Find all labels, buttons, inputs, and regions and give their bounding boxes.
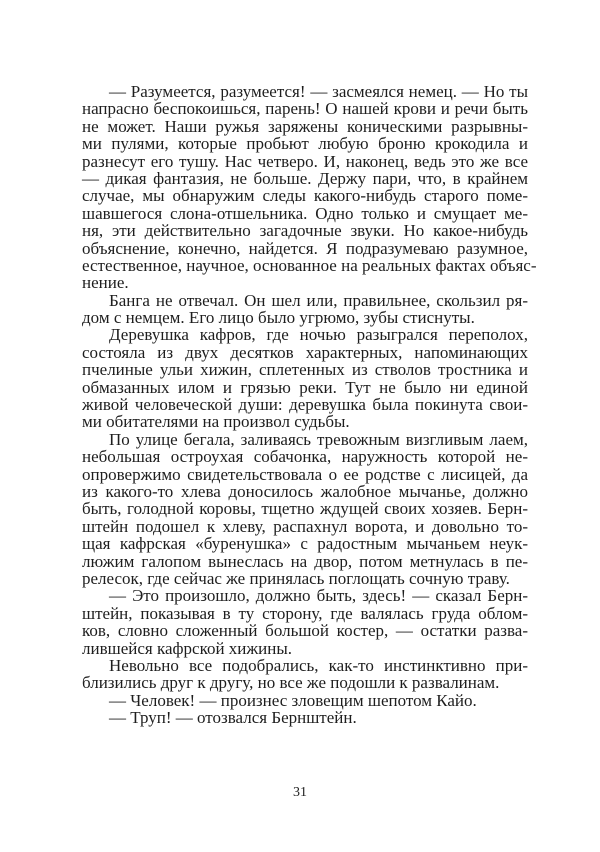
text-line: штейн, показывая в ту сторону, где валялась груда облом- <box>82 603 528 623</box>
text-line: живой человеческой души: деревушка была покинута свои- <box>82 395 528 415</box>
text-line: состояла из двух десятков характерных, напоминающих <box>82 342 528 362</box>
text-line: щая кафрская «буренушка» с радостным мычаньем неук- <box>82 534 528 554</box>
paragraph <box>82 692 528 709</box>
text-line: ня, эти действительно загадочные звуки. Но какое-нибудь <box>82 221 528 241</box>
text-line: — Разумеется, разумеется! — засмеялся немец. — Но ты <box>109 82 528 101</box>
page-number: 31 <box>293 785 307 800</box>
text-line: релесок, где сейчас же принялась поглощать сочную траву. <box>82 568 510 588</box>
text-line: — Труп! — отозвался Бернштейн. <box>109 708 357 728</box>
text-line: штейн подошел к хлеву, распахнул ворота, и довольно то- <box>82 516 528 536</box>
text-line: Деревушка кафров, где ночью разыгрался переполох, <box>109 325 528 345</box>
text-line: дом с немцем. Его лицо было угрюмо, зубы стиснуты. <box>82 308 475 328</box>
text-line: лившейся кафрской хижины. <box>82 638 293 658</box>
text-line: шавшегося слона-отшельника. Одно только и смущает ме- <box>82 203 528 223</box>
text-line: близились друг к другу, но все же подошли к развалинам. <box>82 673 500 693</box>
paragraph <box>82 657 528 692</box>
paragraph <box>82 431 528 588</box>
text-line: случае, мы обнаружим следы какого-нибудь старого поме- <box>82 186 528 206</box>
text-line: люжим галопом вынеслась на двор, потом метнулась в пе- <box>82 551 528 571</box>
text-line: опровержимо свидетельствовала о ее родстве с лисицей, да <box>82 464 528 484</box>
text-line: не может. Наши ружья заряжены коническими разрывны- <box>82 116 528 136</box>
text-line: Банга не отвечал. Он шел или, правильнее, скользил ря- <box>109 290 528 310</box>
text-line: пчелиные ульи хижин, сплетенных из стволов тростника и <box>82 360 528 380</box>
text-line: из какого-то хлева доносилось жалобное мычанье, должно <box>82 481 528 501</box>
text-line: нение. <box>82 273 129 293</box>
text-line: объяснение, конечно, найдется. Я подразумеваю разумное, <box>82 238 528 258</box>
text-line: разнесут его тушу. Нас четверо. И, наконец, ведь это же все <box>82 151 528 171</box>
text-line: — Это произошло, должно быть, здесь! — сказал Берн- <box>109 586 528 606</box>
text-line: — Человек! — произнес зловещим шепотом Кайо. <box>109 690 477 710</box>
text-line: По улице бегала, заливаясь тревожным визгливым лаем, <box>109 429 528 449</box>
text-line: небольшая остроухая собачонка, наружность которой не- <box>82 447 528 467</box>
text-line: ми обитателями на произвол судьбы. <box>82 412 350 432</box>
page-body-text <box>82 82 537 728</box>
text-line: естественное, научное, основанное на реальных фактах объяс- <box>82 255 537 275</box>
text-line: обмазанных илом и грязью реки. Тут не было ни единой <box>82 377 528 397</box>
paragraph <box>82 82 537 293</box>
text-line: быть, голодной коровы, тщетно ждущей своих хозяев. Берн- <box>82 499 528 519</box>
text-line: Невольно все подобрались, как-то инстинктивно при- <box>109 655 528 675</box>
text-line: ми пулями, которые пробьют любую броню крокодила и <box>82 134 528 154</box>
paragraph <box>82 587 528 657</box>
text-line: напрасно беспокоишься, парень! О нашей крови и речи быть <box>82 99 528 119</box>
paragraph <box>82 326 528 430</box>
text-line: ков, словно сложенный большой костер, — остатки разва- <box>82 621 528 641</box>
text-line: — дикая фантазия, не больше. Держу пари, что, в крайнем <box>82 168 528 188</box>
paragraph <box>82 292 528 327</box>
paragraph <box>82 709 528 726</box>
